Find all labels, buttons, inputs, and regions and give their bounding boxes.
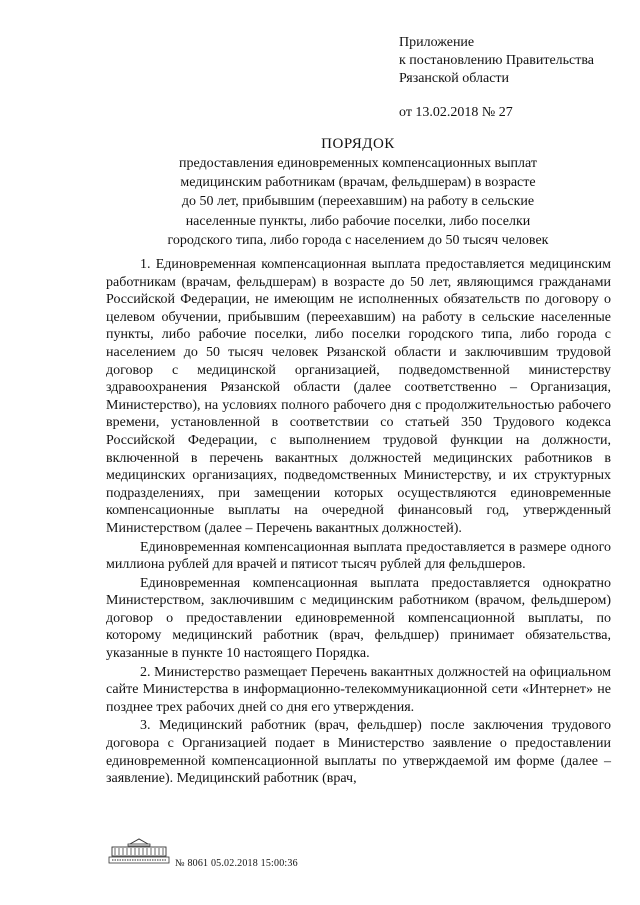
appendix-line: Рязанской области [399,71,510,86]
document-body [106,256,611,788]
document-title: ПОРЯДОК [321,136,395,152]
subtitle-line: предоставления единовременных компенсационных выплат [178,156,537,171]
office-stamp-icon [106,838,172,866]
subtitle-line: до 50 лет, прибывшим (переехавшим) на работу в сельские [181,194,535,210]
subtitle-line: городского типа, либо города с населением до 50 тысяч человек [167,232,549,248]
document-subtitle [140,154,576,250]
subtitle-line: медицинским работникам (врачам, фельдшерам) в возрасте [180,175,536,191]
subtitle-line: населенные пункты, либо рабочие поселки, либо поселки [185,213,531,229]
paragraph-1: 1. Единовременная компенсационная выплата предоставляется медицинским работникам (врачам, фельдшерам) в возрасте до 50 лет, являющимся гражданами Российской Федерации, не имеющим не исполненных обязательств по договору о целевом обучении, прибывшим (переехавшим) на работу в сельские населенные пункты, либо рабочие поселки, либо поселки городского типа, либо города с населением до 50 тысяч человек Рязанской области и заключившим трудовой договор с медицинской организацией, подведомственной министерству здравоохранения Рязанской области (далее соответственно – Организация, Министерство), на условиях полного рабочего дня с продолжительностью рабочего времени, установленной в соответствии со статьей 350 Трудового кодекса Российской Федерации, с выполнением трудовой функции на должности, включенной в перечень вакантных должностей медицинских работников в медицинских организациях, подведомственных Министерству, и их структурных подразделениях, при замещении которых осуществляются единовременные компенсационные выплаты на очередной финансовый год, утвержденный Министерством (далее – Перечень вакантных должностей). [106,257,611,536]
paragraph-payment-amount: Единовременная компенсационная выплата предоставляется в размере одного миллиона рублей для врачей и пятисот тысяч рублей для фельдшеров. [106,539,611,573]
appendix-line: к постановлению Правительства [399,53,595,68]
appendix-line: Приложение [399,35,475,50]
appendix-block [399,34,631,122]
appendix-date: от 13.02.2018 № 27 [399,105,513,120]
paragraph-3: 3. Медицинский работник (врач, фельдшер) после заключения трудового договора с Организацией подает в Министерство заявление о предоставлении единовременной компенсационной выплаты по утверждаемой им форме (далее – заявление). Медицинский работник (врач, [106,718,611,787]
paragraph-2: 2. Министерство размещает Перечень вакантных должностей на официальном сайте Министерства в информационно-телекоммуникационной сети «Интернет» не позднее трех рабочих дней со дня его утверждения. [106,664,611,715]
registration-number: № 8061 05.02.2018 15:00:36 [175,858,298,869]
paragraph-payment-terms: Единовременная компенсационная выплата предоставляется однократно Министерством, заключившим с медицинским работником (врачом, фельдшером) договор о предоставлении единовременной компенсационной выплаты, по которому медицинский работник (врач, фельдшер) принимает обязательства, указанные в пункте 10 настоящего Порядка. [106,575,611,662]
